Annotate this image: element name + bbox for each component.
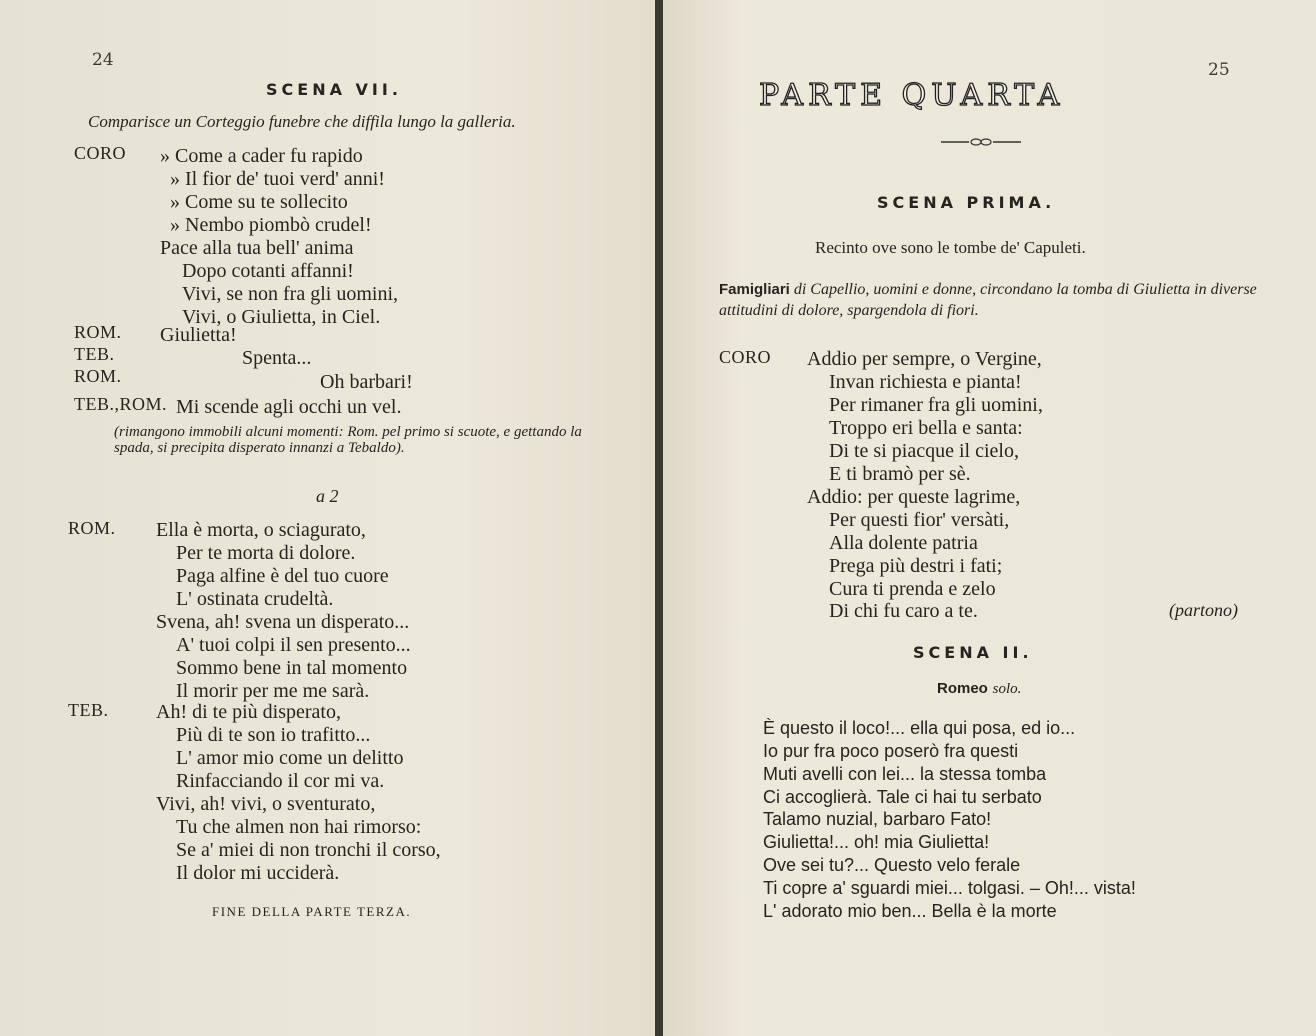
stage-direction-lead: Famigliari: [719, 281, 790, 298]
romeo-solo-line-4: Ci accoglierà. Tale ci hai tu serbato: [763, 787, 1042, 807]
coro-line-1: » Come a cader fu rapido: [160, 145, 363, 167]
romeo-solo-line-7: Ove sei tu?... Questo velo ferale: [763, 855, 1021, 875]
exchange-line-1: Giulietta!: [160, 324, 237, 346]
coro2-line-1: Addio per sempre, o Vergine,: [807, 348, 1042, 370]
tebaldo-line-6: Tu che almen non hai rimorso:: [176, 816, 422, 838]
romeo-line-7: Sommo bene in tal momento: [176, 657, 408, 679]
coro2-line-4: Troppo eri bella e santa:: [829, 417, 1023, 439]
book-gutter: [655, 0, 663, 1036]
tebaldo-line-5: Vivi, ah! vivi, o sventurato,: [156, 793, 376, 815]
speaker-teb-1: TEB.: [74, 344, 115, 364]
a-due: a 2: [316, 486, 339, 506]
romeo-solo-line-3: Muti avelli con lei... la stessa tomba: [763, 764, 1047, 784]
romeo-line-3: Paga alfine è del tuo cuore: [176, 565, 389, 587]
scene2-title: SCENA II.: [913, 643, 1033, 662]
ornament-divider: [941, 137, 1021, 147]
speaker-rom-1: ROM.: [74, 322, 122, 342]
coro2-line-5: Di te si piacque il cielo,: [829, 440, 1019, 462]
romeo-solo-line-8: Ti copre a' sguardi miei... tolgasi. – Oh!... vista!: [763, 878, 1136, 898]
coro2-line-7: Addio: per queste lagrime,: [807, 486, 1021, 508]
romeo-line-8: Il morir per me me sarà.: [176, 680, 370, 702]
page-number-right: 25: [1208, 60, 1230, 80]
coro-line-4: » Nembo piombò crudel!: [170, 214, 372, 236]
coro-line-6: Dopo cotanti affanni!: [182, 260, 354, 282]
scene-title-left: SCENA VII.: [266, 80, 402, 99]
tebaldo-line-1: Ah! di te più disperato,: [156, 701, 341, 723]
coro2-line-8: Per questi fior' versàti,: [829, 509, 1010, 531]
tebaldo-line-8: Il dolor mi ucciderà.: [176, 862, 340, 884]
romeo-line-1: Ella è morta, o sciagurato,: [156, 519, 366, 541]
coro2-line-12: Di chi fu caro a te.: [829, 600, 978, 622]
exchange-line-4: Mi scende agli occhi un vel.: [176, 396, 402, 418]
coro2-line-9: Alla dolente patria: [829, 532, 978, 554]
romeo-line-6: A' tuoi colpi il sen presento...: [176, 634, 411, 656]
coro-line-5: Pace alla tua bell' anima: [160, 237, 354, 259]
speaker-coro-right: CORO: [719, 347, 772, 367]
scene2-lead: Romeo: [937, 680, 988, 697]
part-title: PARTE QUARTA: [759, 78, 1065, 113]
coro2-line-3: Per rimaner fra gli uomini,: [829, 394, 1043, 416]
setting-text: Recinto ove sono le tombe de' Capuleti.: [815, 238, 1086, 257]
exchange-line-2: Spenta...: [242, 347, 312, 369]
coro-line-3: » Come su te sollecito: [170, 191, 348, 213]
tebaldo-line-7: Se a' miei di non tronchi il corso,: [176, 839, 441, 861]
coro-line-2: » Il fior de' tuoi verd' anni!: [170, 168, 385, 190]
romeo-solo-line-2: Io pur fra poco poserò fra questi: [763, 741, 1019, 761]
exit-direction: (partono): [1169, 600, 1238, 620]
romeo-line-5: Svena, ah! svena un disperato...: [156, 611, 410, 633]
speaker-coro-left: CORO: [74, 143, 127, 163]
romeo-solo-line-1: È questo il loco!... ella qui posa, ed io...: [763, 718, 1076, 738]
page-number-left: 24: [92, 50, 114, 70]
coro2-line-2: Invan richiesta e pianta!: [829, 371, 1022, 393]
speaker-rom-3: ROM.: [68, 518, 116, 538]
speaker-teb-2: TEB.: [68, 700, 109, 720]
stage-direction-2: (rimangono immobili alcuni momenti: Rom. pel primo si scuote, e gettando la spada, si precipita disperato innanzi a Tebaldo).: [114, 424, 582, 456]
romeo-line-4: L' ostinata crudeltà.: [176, 588, 334, 610]
romeo-line-2: Per te morta di dolore.: [176, 542, 356, 564]
stage-direction-body: di Capellio, uomini e donne, circondano la tomba di Giulietta in diverse attitudini di dolore, spargendola di fiori.: [719, 281, 1257, 319]
tebaldo-line-3: L' amor mio come un delitto: [176, 747, 404, 769]
coro2-line-6: E ti bramò per sè.: [829, 463, 971, 485]
romeo-solo-line-5: Talamo nuzial, barbaro Fato!: [763, 809, 992, 829]
speaker-teb-rom: TEB.,ROM.: [74, 394, 168, 414]
exchange-line-3: Oh barbari!: [320, 371, 413, 393]
speaker-rom-2: ROM.: [74, 366, 122, 386]
footer-fine: FINE DELLA PARTE TERZA.: [212, 904, 412, 919]
tebaldo-line-4: Rinfacciando il cor mi va.: [176, 770, 385, 792]
coro2-line-10: Prega più destri i fati;: [829, 555, 1003, 577]
right-page: [663, 0, 1316, 1036]
stage-direction-right: [719, 279, 1259, 321]
coro-line-7: Vivi, se non fra gli uomini,: [182, 283, 398, 305]
coro-line-8: Vivi, o Giulietta, in Ciel.: [182, 306, 381, 328]
scene-title-right: SCENA PRIMA.: [877, 193, 1056, 212]
scene2-direction: [937, 679, 1021, 698]
left-page: [0, 0, 655, 1036]
scene2-solo: solo.: [992, 681, 1022, 697]
romeo-solo-line-6: Giulietta!... oh! mia Giulietta!: [763, 832, 990, 852]
coro2-line-11: Cura ti prenda e zelo: [829, 578, 996, 600]
romeo-solo-line-9: L' adorato mio ben... Bella è la morte: [763, 901, 1057, 921]
tebaldo-line-2: Più di te son io trafitto...: [176, 724, 371, 746]
stage-direction-left: Comparisce un Corteggio funebre che diffila lungo la galleria.: [88, 112, 516, 131]
